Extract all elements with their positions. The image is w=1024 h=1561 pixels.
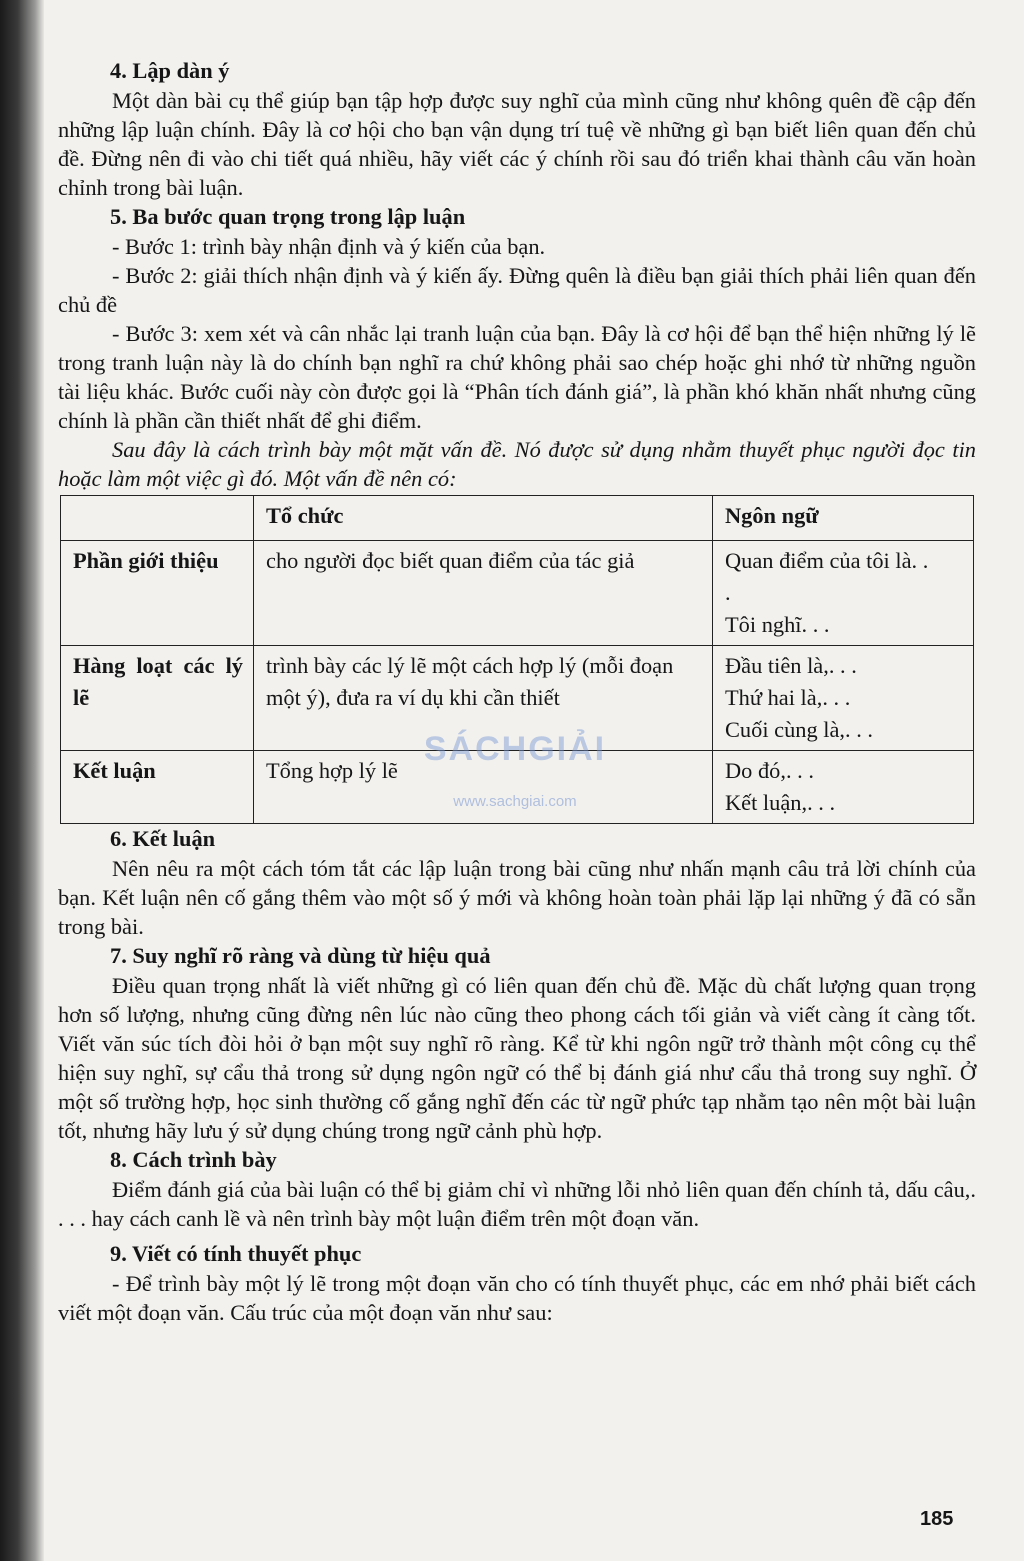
section-heading-6: 6. Kết luận xyxy=(110,826,216,851)
table-row-label: Hàng loạt các lý lẽ xyxy=(61,646,254,751)
page-number: 185 xyxy=(920,1508,954,1530)
lang-line: Tôi nghĩ. . . xyxy=(725,612,830,637)
paragraph-clear-thinking: Điều quan trọng nhất là viết những gì có liên quan đến chủ đề. Mặc dù chất lượng quan trọng hơn số lượng, nhưng cũng đừng nên lúc nào cũng theo phong cách tối giản và viết càng ít càng tốt. Viết văn súc tích đòi hỏi ở bạn một suy nghĩ rõ ràng. Kể từ khi ngôn ngữ trở thành một công cụ thể hiện suy nghĩ, sự cẩu thả trong sử dụng ngôn ngữ có thể bị đánh giá như cẩu thả trong suy nghĩ. Ở một số trường hợp, học sinh thường cố gắng nghĩ đến các từ ngữ phức tạp nhằm tạo nên một bài luận tốt, nhưng hãy lưu ý sử dụng chúng trong ngữ cảnh phù hợp. xyxy=(58,973,976,1143)
section-heading-4: 4. Lập dàn ý xyxy=(110,58,230,83)
watermark-logo: SÁCHGIẢI xyxy=(423,730,607,768)
book-binding-shadow xyxy=(0,0,44,1561)
section-heading-7: 7. Suy nghĩ rõ ràng và dùng từ hiệu quả xyxy=(110,943,491,968)
section-heading-8: 8. Cách trình bày xyxy=(110,1147,277,1172)
lang-line: Kết luận,. . . xyxy=(725,790,836,815)
step-2: - Bước 2: giải thích nhận định và ý kiến ấy. Đừng quên là điều bạn giải thích phải liên quan đến chủ đề xyxy=(58,263,976,317)
paragraph-conclusion: Nên nêu ra một cách tóm tắt các lập luận trong bài cũng như nhấn mạnh câu trả lời chính của bạn. Kết luận nên cố gắng thêm vào một số ý mới và không hoàn toàn phải lặp lại những ý đã có sẵn trong bài. xyxy=(58,856,976,939)
table-row xyxy=(61,751,974,824)
table-header-row xyxy=(61,496,974,541)
table-cell-org: trình bày các lý lẽ một cách hợp lý (mỗi đoạn một ý), đưa ra ví dụ khi cần thiết xyxy=(254,646,713,751)
watermark-url: www.sachgiai.com xyxy=(453,793,577,810)
table-header-organization: Tổ chức xyxy=(254,496,713,541)
lang-line: Thứ hai là,. . . xyxy=(725,685,851,710)
intro-italic: Sau đây là cách trình bày một mặt vấn đề. Nó được sử dụng nhằm thuyết phục người đọc tin hoặc làm một việc gì đó. Một vấn đề nên có: xyxy=(58,437,976,491)
page-content xyxy=(58,56,976,1327)
table-cell-lang xyxy=(713,751,974,824)
step-3: - Bước 3: xem xét và cân nhắc lại tranh luận của bạn. Đây là cơ hội để bạn thể hiện những lý lẽ trong tranh luận này là do chính bạn nghĩ ra chứ không phải sao chép hoặc ghi nhớ từ những nguồn tài liệu khác. Bước cuối này còn được gọi là “Phân tích đánh giá”, là phần khó khăn nhất nhưng cũng chính là phần cần thiết nhất để ghi điểm. xyxy=(58,321,976,433)
table-header-empty xyxy=(61,496,254,541)
section-heading-9: 9. Viết có tính thuyết phục xyxy=(110,1241,362,1266)
paragraph-outline: Một dàn bài cụ thể giúp bạn tập hợp được suy nghĩ của mình cũng như không quên đề cập đến những lập luận chính. Đây là cơ hội cho bạn vận dụng trí tuệ về những gì bạn biết liên quan đến chủ đề. Đừng nên đi vào chi tiết quá nhiều, hãy viết các ý chính rồi sau đó triển khai thành câu văn hoàn chỉnh trong bài luận. xyxy=(58,88,976,200)
lang-line: Cuối cùng là,. . . xyxy=(725,717,874,742)
table-header-language: Ngôn ngữ xyxy=(713,496,974,541)
paragraph-presentation: Điểm đánh giá của bài luận có thể bị giảm chỉ vì những lỗi nhỏ liên quan đến chính tả, dấu câu,. . . . hay cách canh lề và nên trình bày một luận điểm trên một đoạn văn. xyxy=(58,1177,976,1231)
structure-table xyxy=(60,495,974,824)
step-1: - Bước 1: trình bày nhận định và ý kiến của bạn. xyxy=(112,234,546,259)
table-cell-org: cho người đọc biết quan điểm của tác giả xyxy=(254,541,713,646)
section-heading-5: 5. Ba bước quan trọng trong lập luận xyxy=(110,204,466,229)
table-cell-lang xyxy=(713,646,974,751)
lang-line: . xyxy=(725,580,731,605)
table-row xyxy=(61,541,974,646)
lang-line: Do đó,. . . xyxy=(725,758,814,783)
table-cell-org: Tổng hợp lý lẽ xyxy=(254,751,713,824)
table-row xyxy=(61,646,974,751)
paragraph-persuasive: - Để trình bày một lý lẽ trong một đoạn văn cho có tính thuyết phục, các em nhớ phải biết cách viết một đoạn văn. Cấu trúc của một đoạn văn như sau: xyxy=(58,1271,976,1325)
lang-line: Đầu tiên là,. . . xyxy=(725,653,857,678)
table-row-label: Kết luận xyxy=(61,751,254,824)
table-row-label: Phần giới thiệu xyxy=(61,541,254,646)
lang-line: Quan điểm của tôi là. . xyxy=(725,548,929,573)
table-cell-lang xyxy=(713,541,974,646)
